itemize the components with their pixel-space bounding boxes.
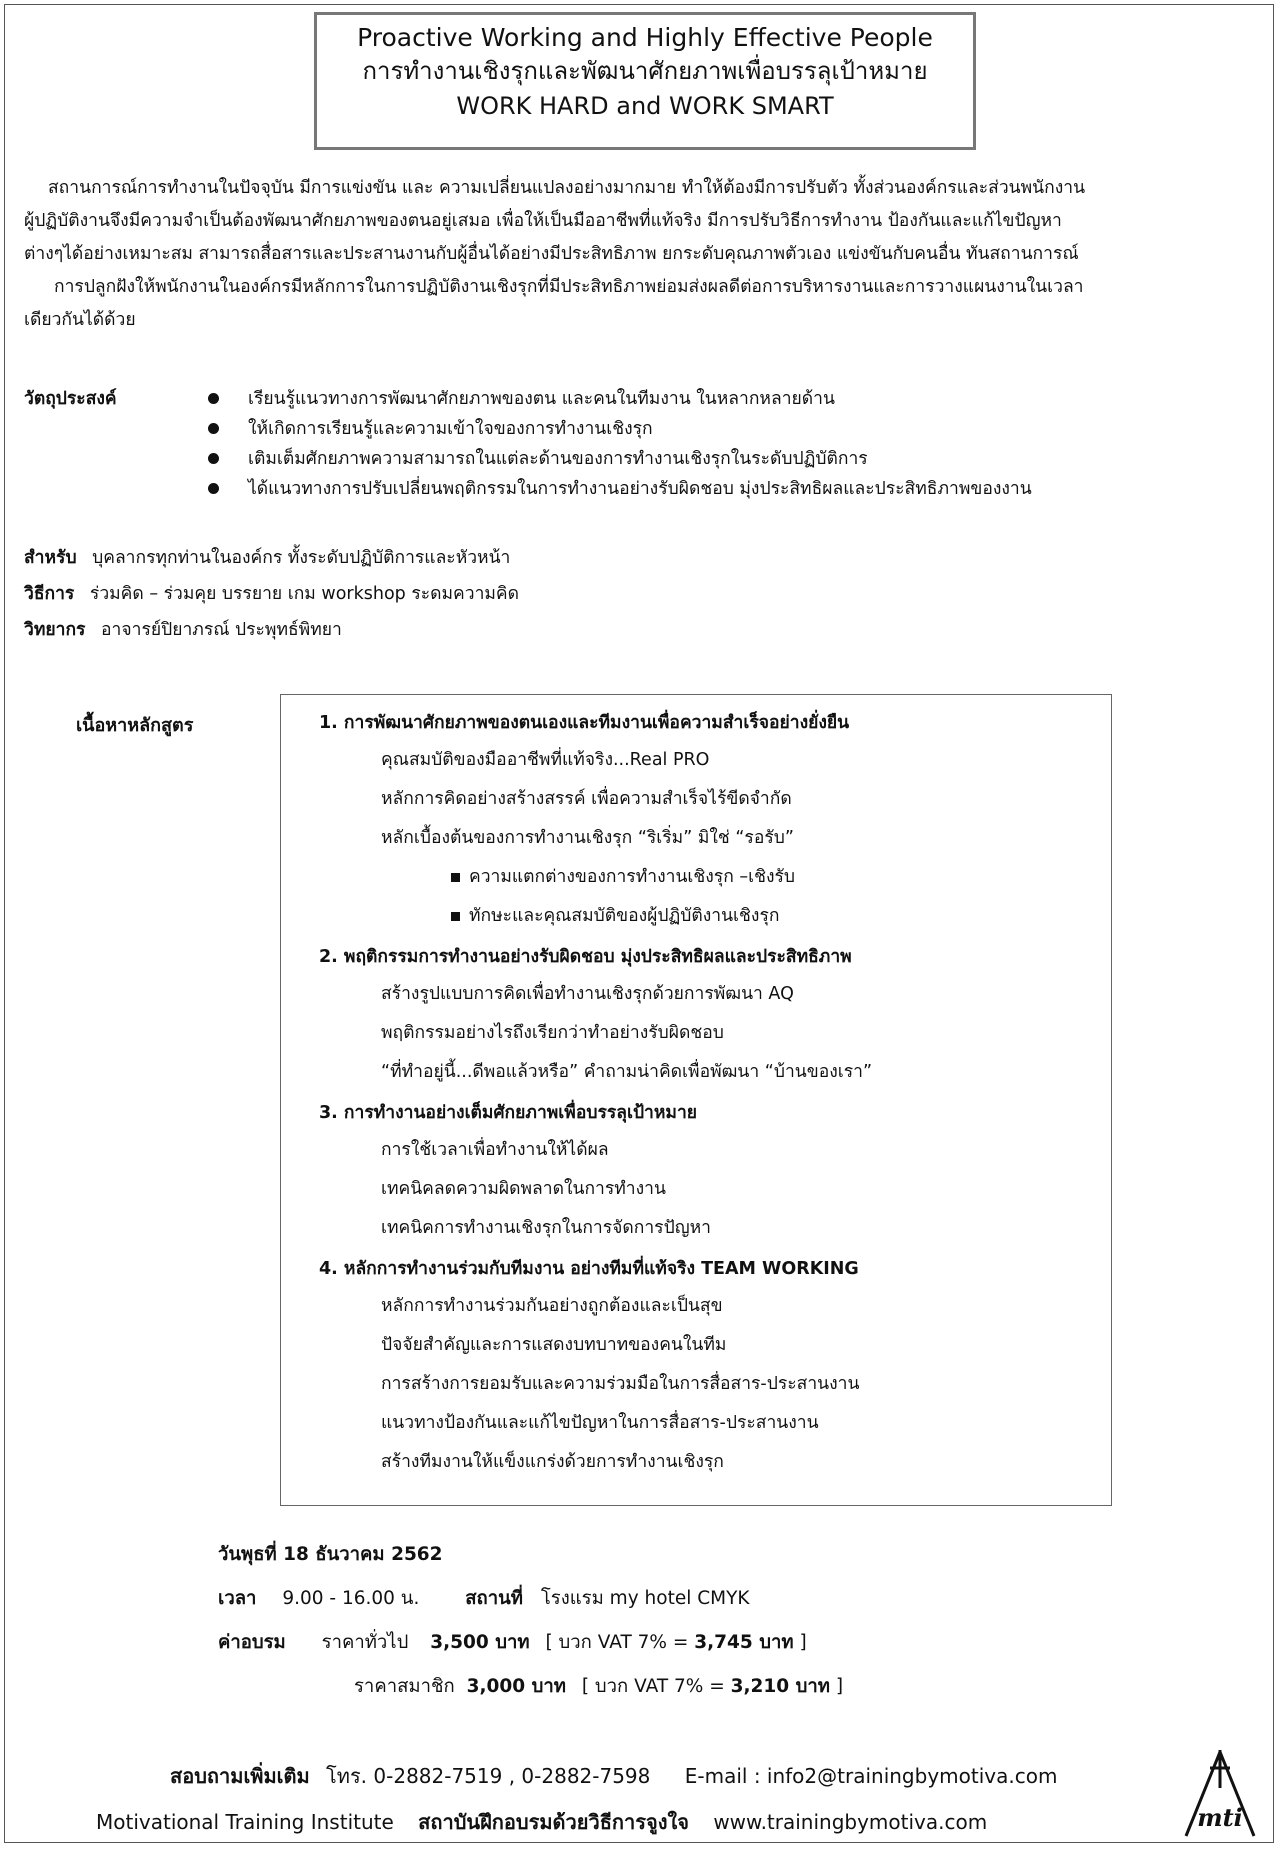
- audience-label: สำหรับ: [24, 548, 77, 568]
- venue-label: สถานที่: [465, 1588, 523, 1609]
- fee-member-row: [354, 1672, 843, 1701]
- section-heading: 1. การพัฒนาศักยภาพของตนเองและทีมงานเพื่อความสำเร็จอย่างยั่งยืน: [319, 713, 850, 733]
- general-vat-close: ]: [799, 1632, 807, 1653]
- speaker-label: วิทยากร: [24, 620, 86, 640]
- objective-item: ให้เกิดการเรียนรู้และความเข้าใจของการทำงานเชิงรุก: [202, 414, 1222, 444]
- section-item: การสร้างการยอมรับและความร่วมมือในการสื่อสาร-ประสานงาน: [381, 1374, 860, 1394]
- objective-item: เติมเต็มศักยภาพความสามารถในแต่ละด้านของการทำงานเชิงรุกในระดับปฏิบัติการ: [202, 444, 1222, 474]
- course-content-label: เนื้อหาหลักสูตร: [76, 715, 194, 736]
- contact-phone: โทร. 0-2882-7519 , 0-2882-7598: [326, 1764, 651, 1788]
- title-thai: การทำงานเชิงรุกและพัฒนาศักยภาพเพื่อบรรลุเป้าหมาย: [362, 57, 928, 85]
- time-label: เวลา: [218, 1588, 257, 1609]
- org-name-english: Motivational Training Institute: [96, 1810, 394, 1834]
- intro-line: ผู้ปฏิบัติงานจึงมีความจำเป็นต้องพัฒนาศักยภาพของตนอยู่เสมอ เพื่อให้เป็นมืออาชีพที่แท้จริง มีการปรับวิธีการทำงาน ป้องกันและแก้ไขปัญหา: [24, 211, 1062, 231]
- contact-email[interactable]: E-mail : info2@trainingbymotiva.com: [684, 1764, 1058, 1788]
- contact-row: [170, 1760, 1057, 1792]
- objectives-list: [202, 384, 1222, 504]
- general-price-label: ราคาทั่วไป: [321, 1632, 409, 1653]
- course-section-1: [319, 705, 1099, 936]
- intro-line: ต่างๆได้อย่างเหมาะสม สามารถสื่อสารและประสานงานกับผู้อื่นได้อย่างมีประสิทธิภาพ ยกระดับคุณภาพตัวเอง แข่งขันกับคนอื่น ทันสถานการณ์: [24, 244, 1079, 264]
- website-link[interactable]: www.trainingbymotiva.com: [713, 1810, 988, 1834]
- speaker-row: [24, 612, 519, 648]
- audience-value: บุคลากรทุกท่านในองค์กร ทั้งระดับปฏิบัติการและหัวหน้า: [92, 548, 511, 568]
- fee-label: ค่าอบรม: [218, 1632, 286, 1653]
- footer-row: [96, 1806, 987, 1838]
- section-item: หลักการทำงานร่วมกันอย่างถูกต้องและเป็นสุข: [381, 1296, 723, 1316]
- course-section-4: [319, 1251, 1099, 1482]
- section-item: สร้างทีมงานให้แข็งแกร่งด้วยการทำงานเชิงรุก: [381, 1452, 724, 1472]
- member-price: 3,000 บาท: [466, 1676, 566, 1697]
- course-meta: [24, 540, 519, 648]
- course-content-box: [280, 694, 1112, 1506]
- section-item: การใช้เวลาเพื่อทำงานให้ได้ผล: [381, 1140, 609, 1160]
- section-heading: 4. หลักการทำงานร่วมกับทีมงาน อย่างทีมที่แท้จริง TEAM WORKING: [319, 1259, 859, 1279]
- section-heading: 3. การทำงานอย่างเต็มศักยภาพเพื่อบรรลุเป้าหมาย: [319, 1103, 698, 1123]
- general-vat-total: 3,745 บาท: [694, 1632, 794, 1653]
- objective-item: เรียนรู้แนวทางการพัฒนาศักยภาพของตน และคนในทีมงาน ในหลากหลายด้าน: [202, 384, 1222, 414]
- mti-logo: [1180, 1748, 1260, 1840]
- intro-paragraph: [24, 172, 1260, 337]
- method-row: [24, 576, 519, 612]
- method-label: วิธีการ: [24, 584, 75, 604]
- objectives-label: วัตถุประสงค์: [24, 389, 117, 409]
- contact-label: สอบถามเพิ่มเติม: [170, 1764, 310, 1788]
- section-item: คุณสมบัติของมืออาชีพที่แท้จริง...Real PRO: [381, 750, 710, 770]
- org-name-thai: สถาบันฝึกอบรมด้วยวิธีการจูงใจ: [418, 1810, 689, 1834]
- section-subitem: ทักษะและคุณสมบัติของผู้ปฏิบัติงานเชิงรุก: [319, 897, 1099, 936]
- logo-text: mti: [1197, 1803, 1243, 1832]
- section-item: เทคนิคลดความผิดพลาดในการทำงาน: [381, 1179, 666, 1199]
- intro-line: การปลูกฝังให้พนักงานในองค์กรมีหลักการในการปฏิบัติงานเชิงรุกที่มีประสิทธิภาพย่อมส่งผลดีต่อการบริหารงานและการวางแผนงานในเวลา: [54, 277, 1084, 297]
- section-item: หลักเบื้องต้นของการทำงานเชิงรุก “ริเริ่ม” มิใช่ “รอรับ”: [381, 828, 794, 848]
- time-value: 9.00 - 16.00 น.: [282, 1588, 420, 1609]
- section-item: พฤติกรรมอย่างไรถึงเรียกว่าทำอย่างรับผิดชอบ: [381, 1023, 724, 1043]
- audience-row: [24, 540, 519, 576]
- speaker-value: อาจารย์ปิยาภรณ์ ประพุทธ์พิทยา: [101, 620, 342, 640]
- section-item: แนวทางป้องกันและแก้ไขปัญหาในการสื่อสาร-ประสานงาน: [381, 1413, 819, 1433]
- method-value: ร่วมคิด – ร่วมคุย บรรยาย เกม workshop ระดมความคิด: [89, 584, 519, 604]
- section-item: หลักการคิดอย่างสร้างสรรค์ เพื่อความสำเร็จไร้ขีดจำกัด: [381, 789, 792, 809]
- course-section-3: [319, 1095, 1099, 1248]
- event-date: วันพุธที่ 18 ธันวาคม 2562: [218, 1544, 443, 1565]
- course-section-2: [319, 939, 1099, 1092]
- member-vat-total: 3,210 บาท: [730, 1676, 830, 1697]
- section-item: ปัจจัยสำคัญและการแสดงบทบาทของคนในทีม: [381, 1335, 727, 1355]
- intro-line: เดียวกันได้ด้วย: [24, 310, 136, 330]
- member-vat-close: ]: [835, 1676, 844, 1697]
- section-subitem: ความแตกต่างของการทำงานเชิงรุก –เชิงรับ: [319, 858, 1099, 897]
- section-item: สร้างรูปแบบการคิดเพื่อทำงานเชิงรุกด้วยการพัฒนา AQ: [381, 984, 794, 1004]
- intro-line: สถานการณ์การทำงานในปัจจุบัน มีการแข่งขัน และ ความเปลี่ยนแปลงอย่างมากมาย ทำให้ต้องมีการปรับตัว ทั้งส่วนองค์กรและส่วนพนักงาน: [48, 178, 1086, 198]
- section-item: “ที่ทำอยู่นี้...ดีพอแล้วหรือ” คำถามน่าคิดเพื่อพัฒนา “บ้านของเรา”: [381, 1062, 873, 1082]
- section-heading: 2. พฤติกรรมการทำงานอย่างรับผิดชอบ มุ่งประสิทธิผลและประสิทธิภาพ: [319, 947, 852, 967]
- section-item: เทคนิคการทำงานเชิงรุกในการจัดการปัญหา: [381, 1218, 711, 1238]
- fee-general-row: [218, 1628, 807, 1657]
- venue-value: โรงแรม my hotel CMYK: [540, 1588, 750, 1609]
- time-venue-row: [218, 1584, 750, 1613]
- member-price-label: ราคาสมาชิก: [354, 1676, 455, 1697]
- slogan: WORK HARD and WORK SMART: [456, 92, 834, 120]
- title-box: [314, 12, 976, 150]
- general-price: 3,500 บาท: [430, 1632, 530, 1653]
- member-vat-text: [ บวก VAT 7% =: [581, 1676, 725, 1697]
- title-english: Proactive Working and Highly Effective People: [357, 23, 933, 52]
- objective-item: ได้แนวทางการปรับเปลี่ยนพฤติกรรมในการทำงานอย่างรับผิดชอบ มุ่งประสิทธิผลและประสิทธิภาพของงาน: [202, 474, 1222, 504]
- general-vat-text: [ บวก VAT 7% =: [545, 1632, 689, 1653]
